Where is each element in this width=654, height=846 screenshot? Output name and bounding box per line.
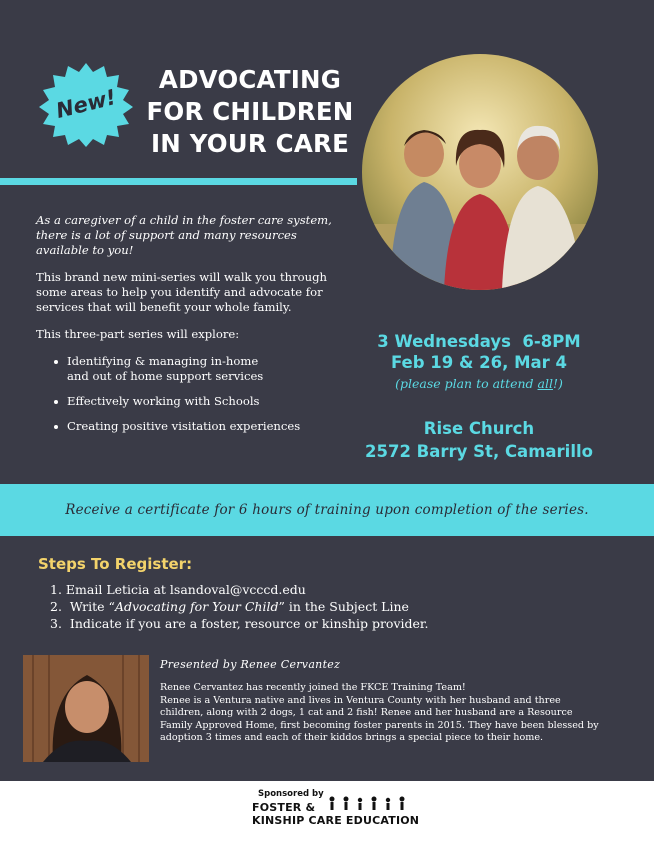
presenter-title: Presented by Renee Cervantez (160, 658, 341, 671)
step-number: 2. (50, 599, 62, 614)
certificate-banner (0, 484, 654, 536)
event-details (354, 331, 604, 463)
note-emphasis: all (537, 376, 553, 391)
list-item (36, 354, 336, 384)
headline-line: ADVOCATING (158, 65, 342, 94)
list-item (50, 581, 470, 598)
headline-line: FOR CHILDREN (146, 97, 354, 126)
series-intro: This three-part series will explore: (36, 327, 240, 341)
step-text: Email Leticia at lsandoval@vcccd.edu (65, 582, 306, 597)
list-item (50, 598, 470, 615)
event-schedule: 3 Wednesdays 6-8PM (377, 332, 581, 351)
sponsor-logo (230, 785, 430, 841)
intro-body: This brand new mini-series will walk you through some areas to help you identify and advocate for services that will benefit your whole family. (36, 270, 327, 314)
event-dates: Feb 19 & 26, Mar 4 (390, 353, 568, 372)
accent-rule (0, 178, 357, 185)
topic-line: and out of home support services (67, 369, 264, 383)
new-badge (34, 61, 138, 147)
headline (132, 64, 368, 160)
bio-line: Renee Cervantez has recently joined the FKCE Training Team! (160, 682, 466, 693)
intro-text (36, 213, 336, 444)
list-item (36, 394, 336, 409)
steps-title: Steps To Register: (38, 555, 193, 573)
step-number: 1. (50, 582, 62, 597)
list-item (50, 615, 470, 632)
topic-line: Effectively working with Schools (67, 394, 260, 408)
bio-line: Renee is a Ventura native and lives in Ventura County with her husband and three children, along with 2 dogs, 1 cat and 2 fish! Renee and her husband are a Resource Family Approved Home, first becoming foster parents in 2015. They have been blessed by adoption 3 times and each of their kiddos brings a special piece to their home. (160, 694, 599, 744)
step-text: Write “ (69, 599, 115, 614)
family-photo (362, 54, 598, 290)
topic-line: Identifying & managing in-home (67, 354, 259, 368)
presenter-bio (160, 682, 606, 745)
step-number: 3. (50, 616, 62, 631)
sponsor-org-line: FOSTER & (252, 801, 316, 814)
note-text: !) (552, 376, 563, 391)
topic-line: Creating positive visitation experiences (67, 419, 301, 433)
headline-line: IN YOUR CARE (150, 129, 350, 158)
venue-address: 2572 Barry St, Camarillo (365, 442, 593, 461)
topic-list (36, 354, 336, 434)
banner-text: Receive a certificate for 6 hours of training upon completion of the series. (65, 502, 589, 518)
sponsor-org-line: KINSHIP CARE EDUCATION (252, 814, 420, 827)
note-text: (please plan to attend (395, 376, 538, 391)
step-text: Indicate if you are a foster, resource or kinship provider. (69, 616, 429, 631)
steps-list (50, 581, 470, 632)
step-text: ” in the Subject Line (278, 599, 409, 614)
children-silhouettes-icon (326, 795, 410, 813)
step-emphasis: Advocating for Your Child (114, 599, 279, 614)
intro-lead: As a caregiver of a child in the foster care system, there is a lot of support and many resources available to you! (36, 213, 332, 257)
new-badge-label: New! (53, 85, 119, 123)
presenter-photo (23, 655, 149, 762)
sponsor-by: Sponsored by (258, 789, 324, 799)
venue-name: Rise Church (423, 419, 535, 438)
attendance-note (354, 373, 604, 395)
list-item (36, 419, 336, 434)
